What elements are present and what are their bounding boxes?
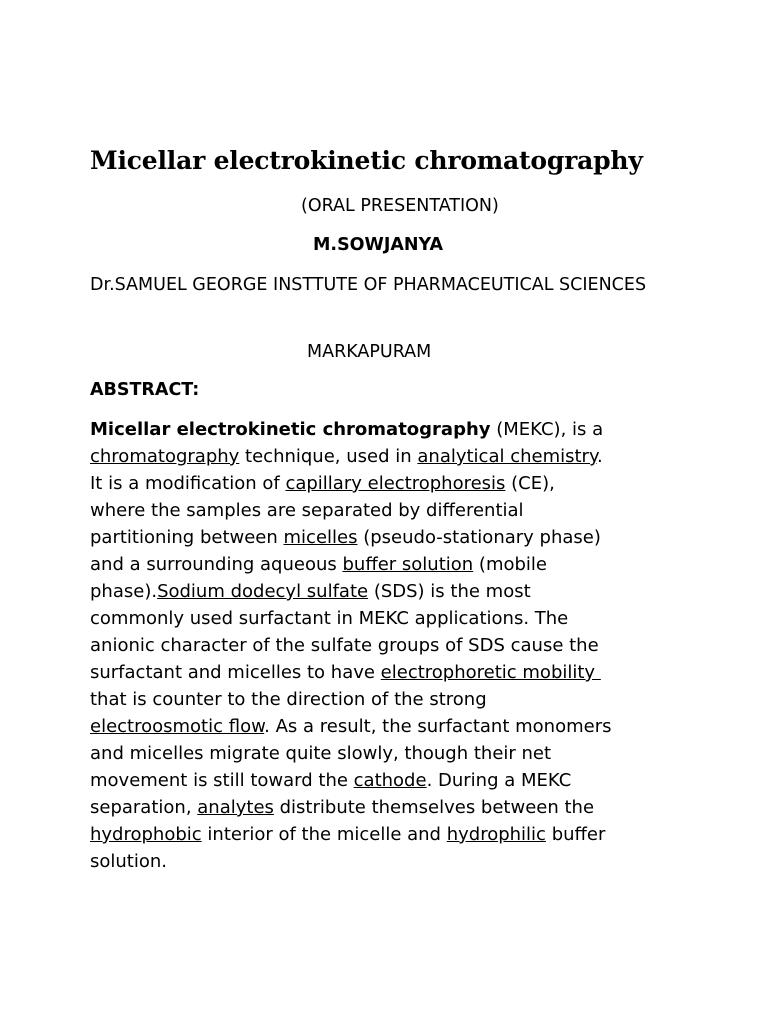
link-hydrophilic[interactable]: hydrophilic <box>446 824 546 845</box>
abstract-line: and a surrounding aqueous buffer solution (mobile <box>90 554 547 575</box>
abstract-line: movement is still toward the cathode. During a MEKC <box>90 770 572 791</box>
link-analytes[interactable]: analytes <box>197 797 274 818</box>
institution-name: Dr.SAMUEL GEORGE INSTTUTE OF PHARMACEUTICAL SCIENCES <box>90 275 647 295</box>
page-title: Micellar electrokinetic chromatography <box>90 146 643 175</box>
abstract-line: that is counter to the direction of the strong <box>90 689 487 710</box>
abstract-line: chromatography technique, used in analytical chemistry. <box>90 446 603 467</box>
abstract-line: phase).Sodium dodecyl sulfate (SDS) is the most <box>90 581 531 602</box>
abstract-line: hydrophobic interior of the micelle and hydrophilic buffer <box>90 824 606 845</box>
abstract-line: electroosmotic flow. As a result, the surfactant monomers <box>90 716 612 737</box>
abstract-line: partitioning between micelles (pseudo-stationary phase) <box>90 527 601 548</box>
abstract-line: where the samples are separated by differential <box>90 500 524 521</box>
link-electrophoretic-mobility[interactable]: electrophoretic mobility <box>380 662 601 683</box>
abstract-body <box>90 416 690 875</box>
link-analytical-chemistry[interactable]: analytical chemistry <box>417 446 598 467</box>
institution-location: MARKAPURAM <box>307 342 432 362</box>
presentation-type: (ORAL PRESENTATION) <box>301 196 499 216</box>
link-sodium-dodecyl-sulfate[interactable]: Sodium dodecyl sulfate <box>157 581 369 602</box>
author-name: M.SOWJANYA <box>313 235 444 255</box>
abstract-line: surfactant and micelles to have electrophoretic mobility <box>90 662 601 683</box>
abstract-line: separation, analytes distribute themselves between the <box>90 797 595 818</box>
link-electroosmotic-flow[interactable]: electroosmotic flow <box>90 716 265 737</box>
link-chromatography[interactable]: chromatography <box>90 446 240 467</box>
abstract-line: It is a modification of capillary electrophoresis (CE), <box>90 473 555 494</box>
abstract-line: and micelles migrate quite slowly, though their net <box>90 743 552 764</box>
abstract-term: Micellar electrokinetic chromatography <box>90 419 491 440</box>
abstract-line: anionic character of the sulfate groups of SDS cause the <box>90 635 599 656</box>
abstract-heading: ABSTRACT: <box>90 380 200 400</box>
abstract-line: commonly used surfactant in MEKC applications. The <box>90 608 569 629</box>
abstract-line: Micellar electrokinetic chromatography (MEKC), is a <box>90 419 604 440</box>
abstract-line: solution. <box>90 851 168 872</box>
link-hydrophobic[interactable]: hydrophobic <box>90 824 202 845</box>
link-capillary-electrophoresis[interactable]: capillary electrophoresis <box>285 473 506 494</box>
link-cathode[interactable]: cathode <box>353 770 427 791</box>
link-micelles[interactable]: micelles <box>283 527 358 548</box>
link-buffer-solution[interactable]: buffer solution <box>342 554 474 575</box>
